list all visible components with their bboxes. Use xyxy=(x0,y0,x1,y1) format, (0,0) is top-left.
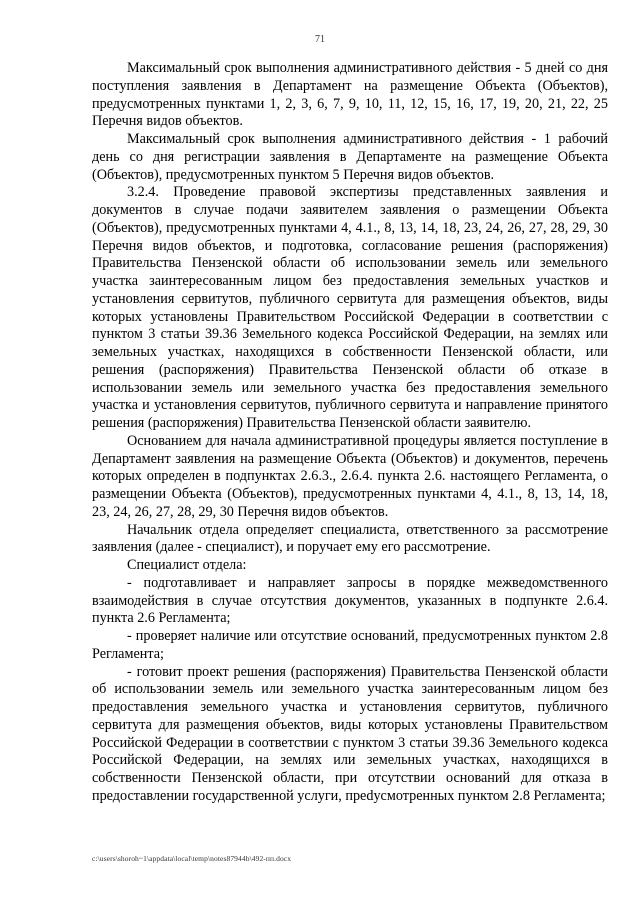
list-item-checks: - проверяет наличие или отсутствие оснований, предусмотренных пунктом 2.8 Регламента; xyxy=(92,628,608,662)
list-item-requests: - подготавливает и направляет запросы в порядке межведомственного взаимодействия в случае отсутствия документов, указанных в подпункте 2.6.4. пункта 2.6 Регламента; xyxy=(92,574,608,627)
paragraph-max-term-1-day: Максимальный срок выполнения административного действия - 1 рабочий день со дня регистрации заявления в Департаменте на размещение Объекта (Объектов), предусмотренных пунктом 5 Перечня видов объектов. xyxy=(92,131,608,183)
paragraph-max-term-5-days: Максимальный срок выполнения административного действия - 5 дней со дня поступления заявления в Департамент на размещение Объекта (Объектов), предусмотренных пунктами 1, 2, 3, 6, 7, 9, 10, 11, 12, 15, 16, 17, 19, 20, 21, 22, 25 Перечня видов объектов. xyxy=(92,60,608,130)
document-body xyxy=(92,60,608,806)
footer-file-path: c:\users\shoroh~1\appdata\local\temp\notes87944b\492-пп.docx xyxy=(92,854,292,863)
paragraph-head-of-department: Начальник отдела определяет специалиста, ответственного за рассмотрение заявления (далее - специалист), и поручает ему его рассмотрение. xyxy=(92,521,608,556)
list-item-prepares-draft: - готовит проект решения (распоряжения) Правительства Пензенской области об использовании земель или земельного участка заинтересованным лицом без предоставления земельного участка и установления сервитутов, публичного сервитута для размещения объектов, виды которых установлены Правительством Российской Федерации в соответствии с пунктом 3 статьи 39.36 Земельного кодекса Российской Федерации, на землях или земельных участках, находящихся в собственности Пензенской области, при отсутствии оснований для отказа в предоставлении государственной услуги, преdусмотренных пунктом 2.8 Регламента; xyxy=(92,663,608,804)
paragraph-3-2-4: 3.2.4. Проведение правовой экспертизы представленных заявления и документов в случае подачи заявителем заявления о размещении Объекта (Объектов), предусмотренных пунктами 4, 4.1., 8, 13, 14, 18, 23, 24, 26, 27, 28, 29, 30 Перечня видов объектов, и подготовка, согласование решения (распоряжения) Правительства Пензенской области об использовании земель или земельного участка заинтересованным лицом без предоставления земельных участков и установления сервитутов, публичного сервитута для размещения объектов, виды которых установлены Правительством Российской Федерации в соответствии с пунктом 3 статьи 39.36 Земельного кодекса Российской Федерации, на землях или земельных участках, находящихся в собственности Пензенской области, или решения (распоряжения) Правительства Пензенской области об отказе в использовании земель или земельного участка без предоставления земельного участка и установления сервитутов, публичного сервитута и направление принятого решения (распоряжения) Правительства Пензенской области заявителю. xyxy=(92,184,608,431)
paragraph-specialist-heading: Специалист отдела: xyxy=(127,557,247,573)
page-number: 71 xyxy=(315,34,325,45)
paragraph-basis: Основанием для начала административной процедуры является поступление в Департамент заявления на размещение Объекта (Объектов) и документов, перечень которых определен в подпунктах 2.6.3., 2.6.4. пункта 2.6. настоящего Регламента, о размещении Объекта (Объектов), предусмотренных пунктами 4, 4.1., 8, 13, 14, 18, 23, 24, 26, 27, 28, 29, 30 Перечня видов объектов. xyxy=(92,432,608,520)
